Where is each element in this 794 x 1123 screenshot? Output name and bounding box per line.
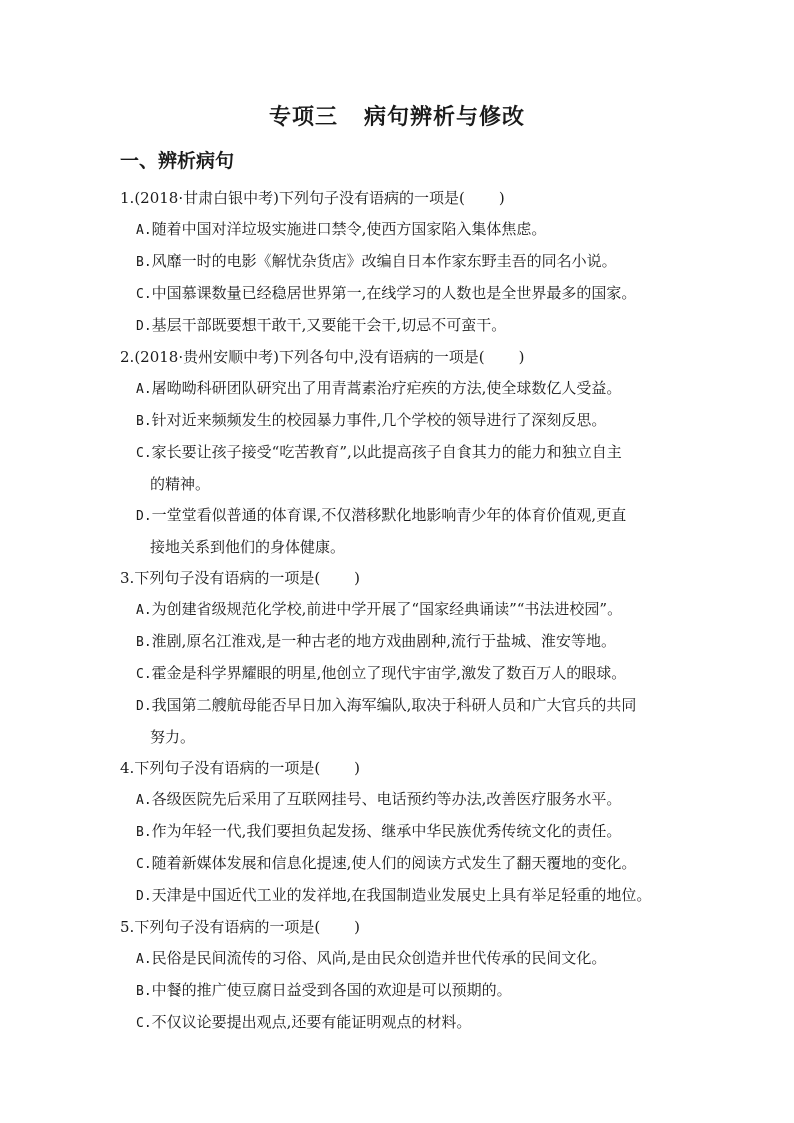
question-number: 2. [120, 348, 135, 366]
option-b [120, 626, 690, 658]
question-number: 1. [120, 189, 135, 207]
option-letter: D. [136, 889, 152, 904]
option-a [120, 784, 690, 816]
option-letter: D. [136, 319, 152, 334]
option-letter: C. [136, 857, 152, 872]
question-text: 下列句子没有语病的一项是( [134, 569, 321, 587]
option-d [120, 880, 690, 912]
option-text-continued: 努力。 [150, 728, 196, 746]
option-text: 为创建省级规范化学校,前进中学开展了“国家经典诵读”“书法进校园”。 [151, 600, 623, 618]
option-letter: B. [136, 414, 152, 429]
option-text: 屠呦呦科研团队研究出了用青蒿素治疗疟疾的方法,使全球数亿人受益。 [151, 379, 622, 397]
option-b [120, 975, 690, 1007]
option-text: 作为年轻一代,我们要担负起发扬、继承中华民族优秀传统文化的责任。 [151, 822, 622, 840]
option-text: 随着新媒体发展和信息化提速,使人们的阅读方式发生了翻天覆地的变化。 [151, 854, 637, 872]
option-text: 随着中国对洋垃圾实施进口禁令,使西方国家陷入集体焦虑。 [151, 220, 547, 238]
option-c [120, 437, 690, 500]
question-stem [120, 753, 690, 784]
option-text: 天津是中国近代工业的发祥地,在我国制造业发展史上具有举足轻重的地位。 [151, 886, 652, 904]
option-text: 风靡一时的电影《解忧杂货店》改编自日本作家东野圭吾的同名小说。 [151, 252, 617, 270]
option-c [120, 658, 690, 690]
option-letter: A. [136, 952, 152, 967]
option-text: 我国第二艘航母能否早日加入海军编队,取决于科研人员和广大官兵的共同 [151, 696, 637, 714]
document-title [0, 100, 794, 131]
question-number: 4. [120, 759, 135, 777]
question-number: 5. [120, 918, 135, 936]
question-stem [120, 563, 690, 594]
question-text: 下列句子没有语病的一项是( [134, 918, 321, 936]
option-letter: C. [136, 667, 152, 682]
option-b [120, 816, 690, 848]
question-stem [120, 183, 690, 214]
option-letter: B. [136, 825, 152, 840]
option-d [120, 500, 690, 563]
option-letter: D. [136, 699, 152, 714]
question-stem [120, 342, 690, 373]
option-text: 中餐的推广使豆腐日益受到各国的欢迎是可以预期的。 [151, 981, 512, 999]
option-text: 不仅议论要提出观点,还要有能证明观点的材料。 [151, 1013, 472, 1031]
option-text: 霍金是科学界耀眼的明星,他创立了现代宇宙学,激发了数百万人的眼球。 [151, 664, 627, 682]
option-text-continued: 的精神。 [150, 475, 211, 493]
option-letter: B. [136, 255, 152, 270]
option-text: 各级医院先后采用了互联网挂号、电话预约等办法,改善医疗服务水平。 [151, 790, 622, 808]
option-letter: C. [136, 1016, 152, 1031]
option-a [120, 943, 690, 975]
closing-paren: ) [518, 348, 525, 366]
option-c [120, 278, 690, 310]
question-text: 下列句子没有语病的一项是( [278, 189, 465, 207]
option-a [120, 373, 690, 405]
title-sub: 病句辨析与修改 [364, 104, 526, 130]
option-c [120, 1007, 690, 1039]
option-letter: D. [136, 509, 152, 524]
question-number: 3. [120, 569, 135, 587]
question-text: 下列各句中,没有语病的一项是( [278, 348, 485, 366]
option-a [120, 594, 690, 626]
option-letter: A. [136, 603, 152, 618]
option-d [120, 310, 690, 342]
option-b [120, 405, 690, 437]
option-letter: B. [136, 984, 152, 999]
option-text: 针对近来频频发生的校园暴力事件,几个学校的领导进行了深刻反思。 [151, 411, 607, 429]
option-letter: A. [136, 382, 152, 397]
option-letter: A. [136, 223, 152, 238]
option-letter: A. [136, 793, 152, 808]
option-text-continued: 接地关系到他们的身体健康。 [150, 538, 346, 556]
closing-paren: ) [354, 759, 361, 777]
option-text: 家长要让孩子接受“吃苦教育”,以此提高孩子自食其力的能力和独立自主 [151, 443, 622, 461]
option-text: 中国慕课数量已经稳居世界第一,在线学习的人数也是全世界最多的国家。 [151, 284, 637, 302]
option-b [120, 246, 690, 278]
option-letter: C. [136, 287, 152, 302]
option-text: 一堂堂看似普通的体育课,不仅潜移默化地影响青少年的体育价值观,更直 [151, 506, 627, 524]
question-source: (2018·贵州安顺中考) [134, 348, 279, 366]
option-letter: B. [136, 635, 152, 650]
option-text: 民俗是民间流传的习俗、风尚,是由民众创造并世代传承的民间文化。 [151, 949, 607, 967]
question-source: (2018·甘肃白银中考) [134, 189, 279, 207]
closing-paren: ) [498, 189, 505, 207]
option-a [120, 214, 690, 246]
option-c [120, 848, 690, 880]
option-d [120, 690, 690, 753]
option-letter: C. [136, 446, 152, 461]
closing-paren: ) [354, 918, 361, 936]
option-text: 基层干部既要想干敢干,又要能干会干,切忌不可蛮干。 [151, 316, 507, 334]
section-heading: 一、辨析病句 [120, 150, 235, 172]
question-stem [120, 912, 690, 943]
option-text: 淮剧,原名江淮戏,是一种古老的地方戏曲剧种,流行于盐城、淮安等地。 [151, 632, 616, 650]
question-text: 下列句子没有语病的一项是( [134, 759, 321, 777]
title-main: 专项三 [268, 104, 338, 130]
closing-paren: ) [354, 569, 361, 587]
question-list [120, 183, 690, 1039]
